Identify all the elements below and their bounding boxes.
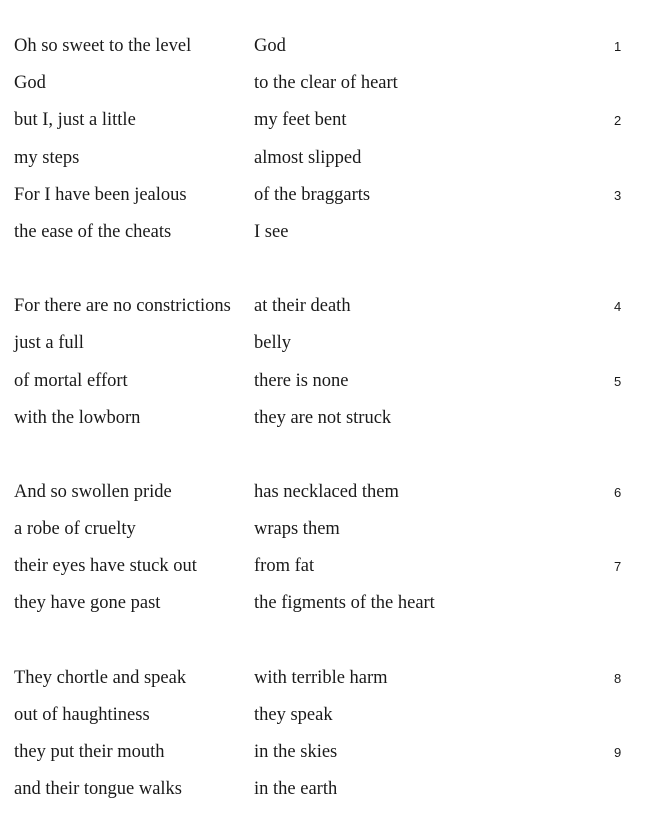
line-second-half: belly	[254, 333, 291, 354]
verse-number: 6	[614, 484, 622, 500]
line-second-half: wraps them	[254, 519, 340, 540]
poem-line	[14, 548, 634, 585]
line-first-half: They chortle and speak	[14, 667, 187, 688]
line-first-half: my steps	[14, 147, 80, 168]
line-second-half: the figments of the heart	[254, 593, 435, 614]
stanza-2	[14, 288, 634, 437]
poem-text	[14, 28, 634, 808]
line-second-half: I see	[254, 221, 289, 242]
line-second-half: God	[254, 36, 286, 56]
poem-line	[14, 771, 634, 808]
line-second-half: there is none	[254, 370, 349, 391]
verse-number: 2	[614, 113, 622, 129]
verse-number: 1	[614, 39, 622, 54]
poem-line	[14, 28, 634, 65]
line-second-half: in the earth	[254, 779, 338, 800]
line-first-half: And so swollen pride	[14, 481, 172, 502]
line-first-half: the ease of the cheats	[14, 221, 172, 242]
poem-line	[14, 102, 634, 139]
line-first-half: God	[14, 73, 46, 94]
line-first-half: they put their mouth	[14, 742, 165, 762]
stanza-3	[14, 474, 634, 623]
line-first-half: with the lowborn	[14, 407, 141, 428]
line-second-half: with terrible harm	[254, 667, 388, 688]
line-second-half: has necklaced them	[254, 481, 399, 502]
line-first-half: their eyes have stuck out	[14, 556, 197, 577]
poem-line	[14, 400, 634, 437]
line-second-half: my feet bent	[254, 110, 347, 131]
line-second-half: from fat	[254, 556, 315, 577]
poem-line	[14, 65, 634, 102]
verse-number: 4	[614, 299, 622, 315]
line-first-half: For I have been jealous	[14, 184, 187, 205]
line-first-half: For there are no constrictions	[14, 296, 231, 317]
line-first-half: they have gone past	[14, 593, 161, 614]
poem-line	[14, 734, 634, 771]
verse-number: 9	[614, 745, 622, 760]
line-first-half: Oh so sweet to the level	[14, 36, 192, 56]
verse-number: 7	[614, 559, 622, 575]
line-second-half: they speak	[254, 704, 333, 725]
verse-number: 3	[614, 187, 622, 203]
verse-number: 5	[614, 373, 622, 389]
line-first-half: just a full	[14, 333, 84, 354]
line-second-half: at their death	[254, 296, 351, 317]
poem-line	[14, 288, 634, 325]
stanza-1	[14, 28, 634, 251]
line-second-half: almost slipped	[254, 147, 362, 168]
poem-line	[14, 325, 634, 362]
line-first-half: a robe of cruelty	[14, 519, 136, 540]
line-first-half: and their tongue walks	[14, 779, 182, 800]
line-second-half: of the braggarts	[254, 184, 371, 205]
stanza-4	[14, 660, 634, 809]
poem-line	[14, 363, 634, 400]
poem-line	[14, 697, 634, 734]
line-second-half: they are not struck	[254, 407, 392, 428]
poem-line	[14, 474, 634, 511]
poem-line	[14, 140, 634, 177]
line-second-half: to the clear of heart	[254, 73, 398, 94]
line-first-half: out of haughtiness	[14, 704, 150, 725]
poem-line	[14, 585, 634, 622]
poem-line	[14, 511, 634, 548]
poem-line	[14, 177, 634, 214]
verse-number: 8	[614, 670, 622, 686]
line-second-half: in the skies	[254, 742, 338, 762]
line-first-half: but I, just a little	[14, 110, 136, 131]
poem-line	[14, 660, 634, 697]
line-first-half: of mortal effort	[14, 370, 128, 391]
poem-line	[14, 214, 634, 251]
